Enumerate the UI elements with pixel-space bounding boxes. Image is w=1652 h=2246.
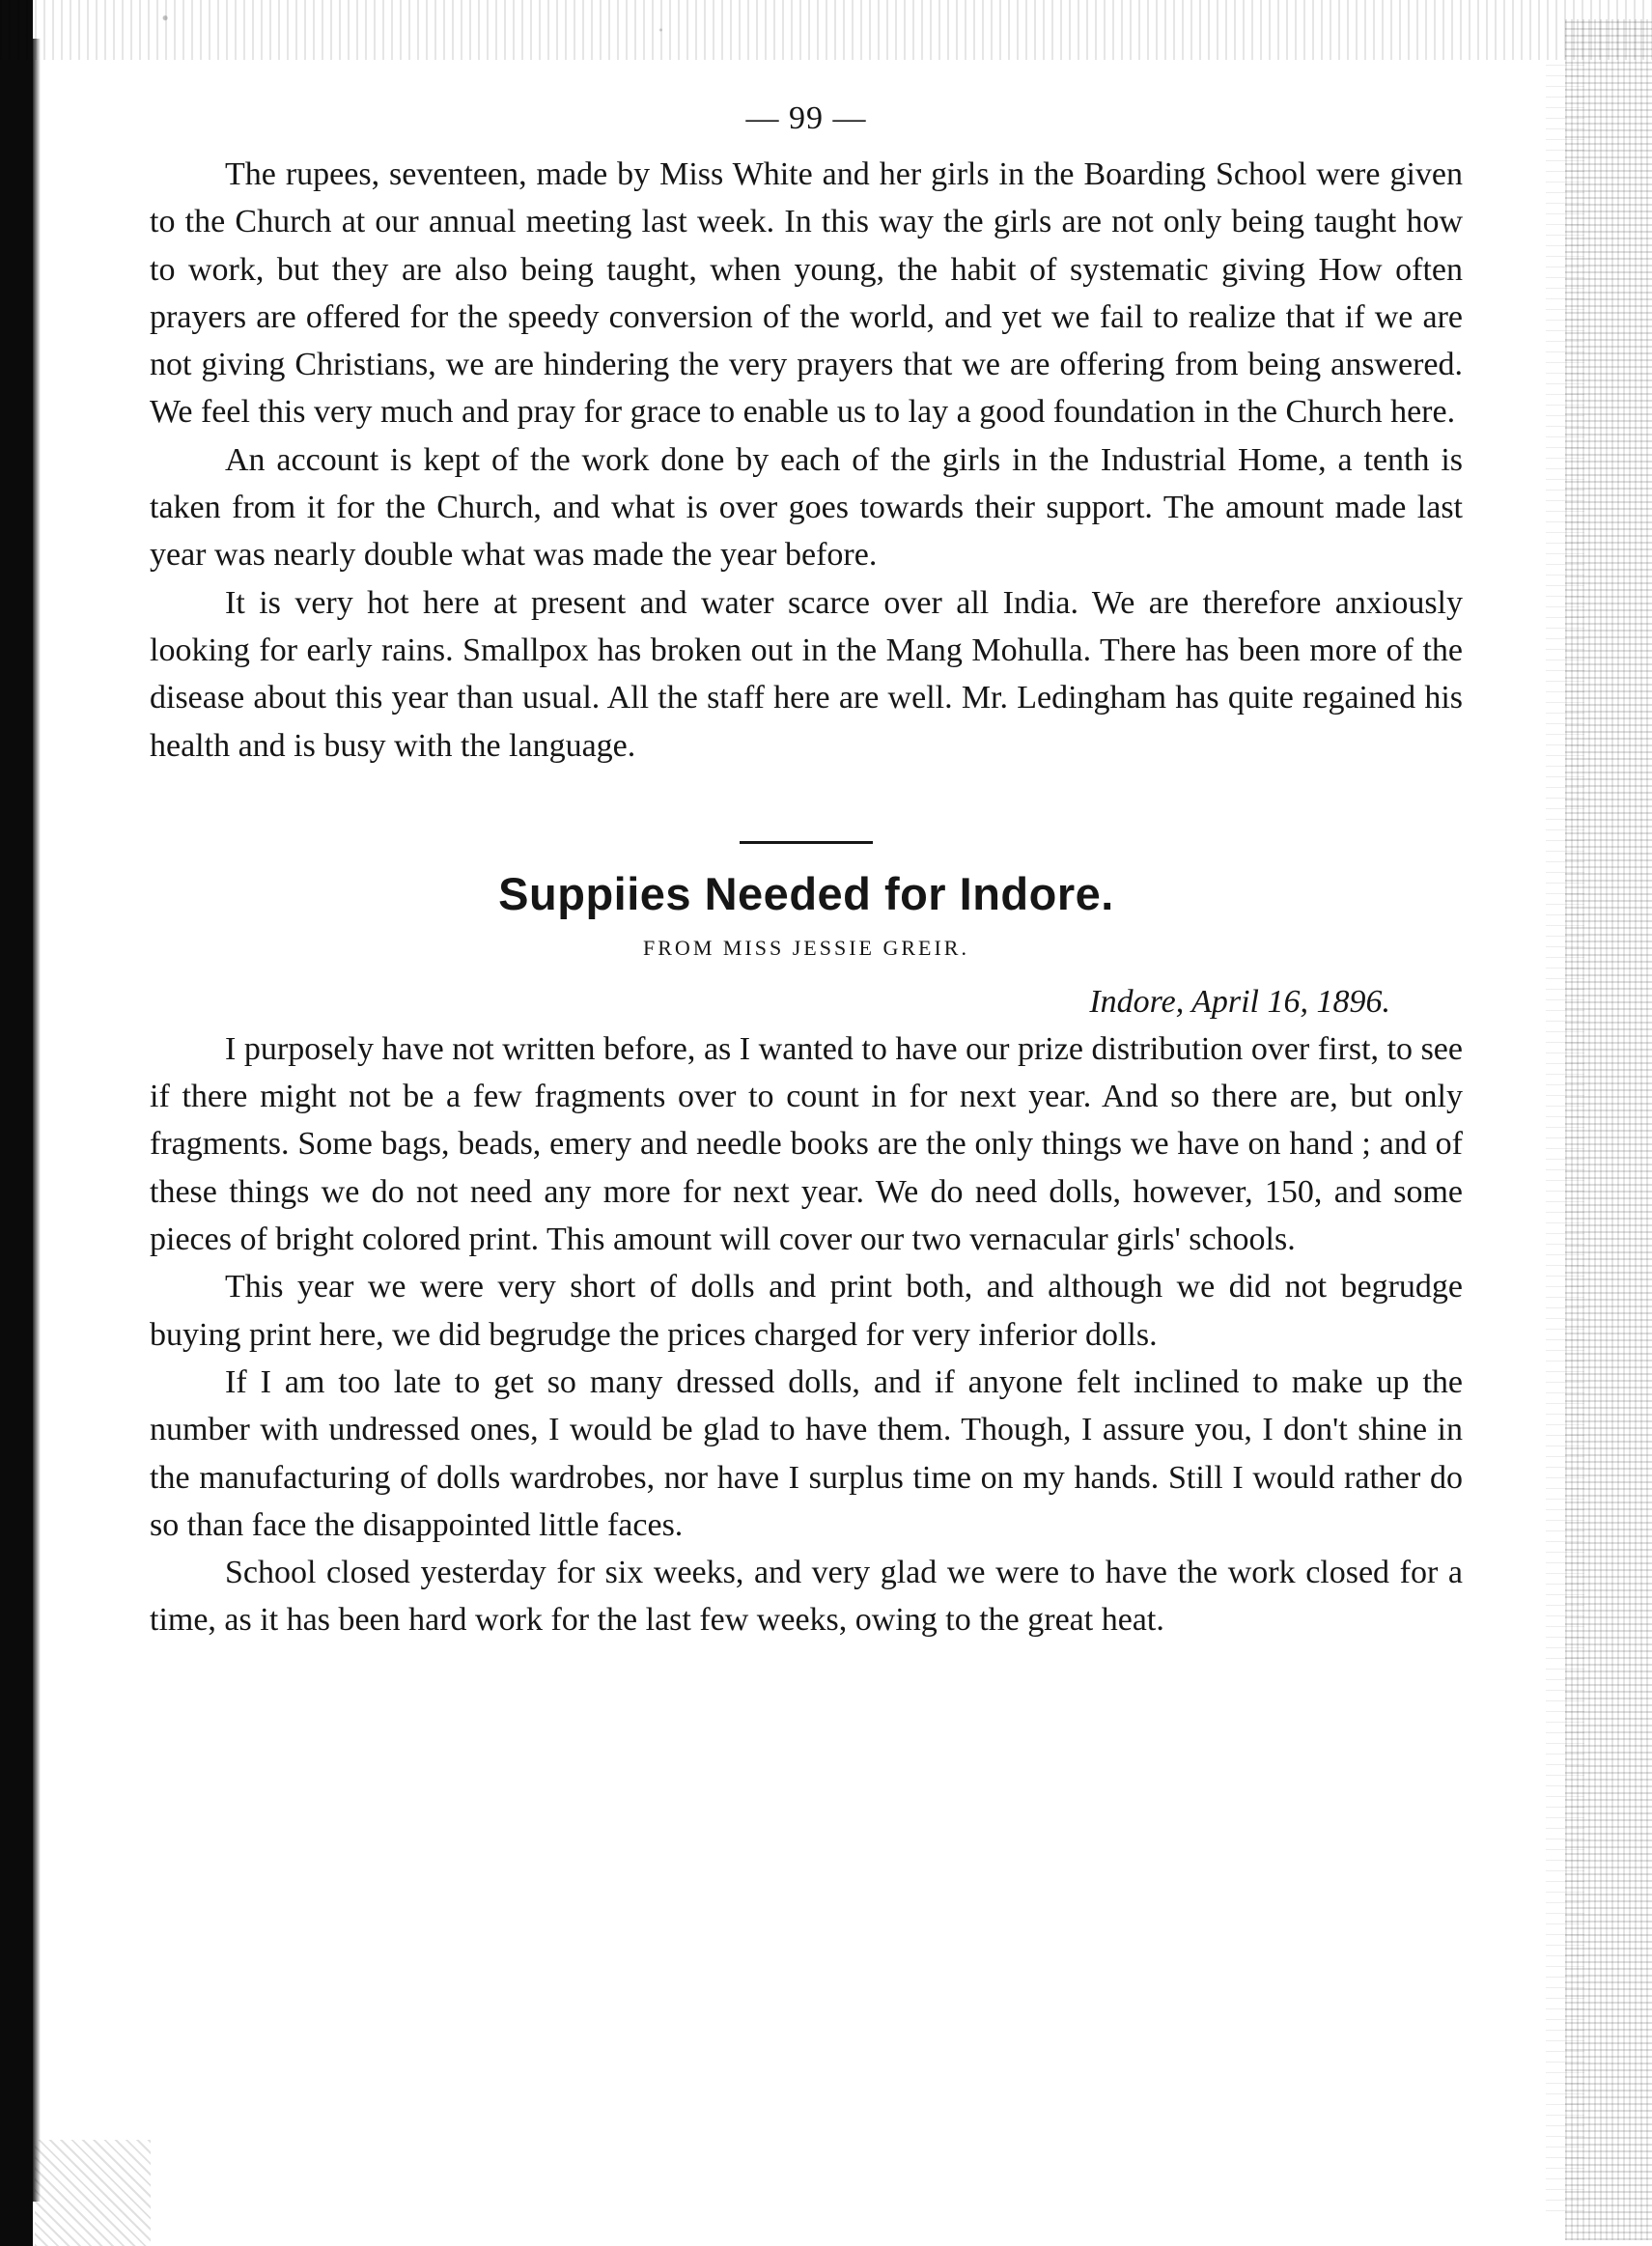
- paragraph: It is very hot here at present and water scarce over all India. We are therefore anxiously looking for early rains. Smallpox has broken out in the Mang Mohulla. There has been more of the disease about this year than usual. All the staff here are well. Mr. Ledingham has quite regained his health and is busy with the language.: [150, 584, 1463, 764]
- paragraph: If I am too late to get so many dressed dolls, and if anyone felt inclined to make up the number with undressed ones, I would be glad to have them. Though, I assure you, I don't shine in the manufacturing of dolls wardrobes, nor have I surplus time on my hands. Still I would rather do so than face the disappointed little faces.: [150, 1363, 1463, 1543]
- page-number: — 99 —: [745, 100, 867, 136]
- page-content: [150, 100, 1463, 1644]
- paragraph: This year we were very short of dolls and print both, and although we did not begrudge buying print here, we did begrudge the prices charged for very inferior dolls.: [150, 1269, 1463, 1353]
- scan-noise-right-inner: [1546, 58, 1584, 2211]
- letter-continuation: [150, 151, 1463, 770]
- letter-body: [150, 1025, 1463, 1644]
- paragraph: School closed yesterday for six weeks, and very glad we were to have the work closed for a time, as it has been hard work for the last few weeks, owing to the great heat.: [150, 1555, 1463, 1639]
- paragraph: I purposely have not written before, as I wanted to have our prize distribution over first, to see if there might not be a few fragments over to count in for next year. And so there are, but only fragments. Some bags, beads, emery and needle books are the only things we have on hand ; and of these things we do not need any more for next year. We do need dolls, however, 150, and some pieces of bright colored print. This amount will cover our two vernacular girls' schools.: [150, 1030, 1463, 1258]
- section-divider: [740, 841, 873, 844]
- paragraph: The rupees, seventeen, made by Miss White and her girls in the Boarding School were given to the Church at our annual meeting last week. In this way the girls are not only being taught how to work, but they are also being taught, when young, the habit of systematic giving How often prayers are offered for the speedy conversion of the world, and yet we fail to realize that if we are not giving Christians, we are hindering the very prayers that we are offering from being answered. We feel this very much and pray for grace to enable us to lay a good foundation in the Church here.: [150, 156, 1463, 431]
- paragraph: An account is kept of the work done by each of the girls in the Industrial Home, a tenth is taken from it for the Church, and what is over goes towards their support. The amount made last year was nearly double what was made the year before.: [150, 441, 1463, 574]
- scan-shadow-left: [33, 39, 41, 2202]
- scan-noise-top: [0, 0, 1652, 60]
- byline: FROM MISS JESSIE GREIR.: [643, 935, 969, 960]
- section-title: Suppiies Needed for Indore.: [498, 867, 1114, 919]
- dateline: Indore, April 16, 1896.: [1089, 983, 1390, 1020]
- scan-noise-bottom-left: [35, 2140, 151, 2246]
- scan-edge-left: [0, 0, 33, 2246]
